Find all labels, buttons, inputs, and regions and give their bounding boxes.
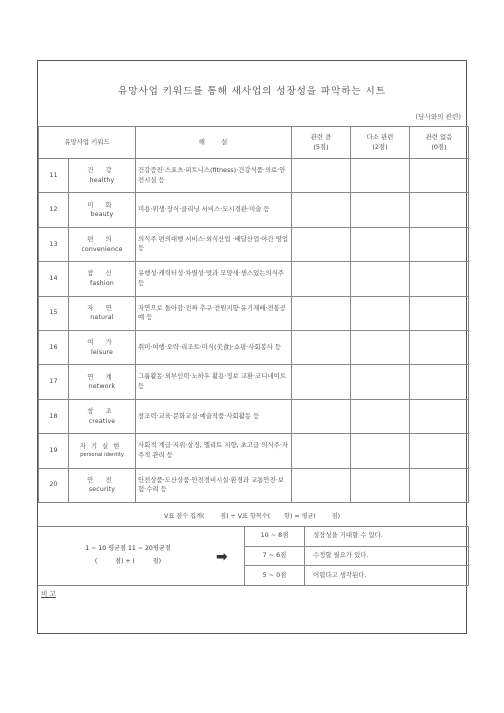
checkbox-related[interactable] (292, 330, 351, 364)
score-meaning: 수정할 필요가 있다. (305, 546, 469, 566)
keyword-english: leisure (90, 348, 113, 356)
table-row (39, 227, 469, 261)
header-keyword: 유망사업 키워드 (39, 127, 136, 159)
checkbox-related[interactable] (292, 227, 351, 261)
score-meaning: 어렵다고 생각된다. (305, 566, 469, 586)
keyword-english: network (88, 383, 116, 391)
keyword-english: natural (90, 314, 114, 322)
table-row (39, 434, 469, 468)
row-number: 12 (39, 193, 69, 227)
keyword-korean: 안 전 (87, 475, 117, 484)
row-description: 건강증진·스포츠·피트니스(fitness)·건강식품·의료·안전시설 등 (136, 159, 292, 193)
checkbox-somewhat[interactable] (351, 262, 410, 296)
keyword-rows (39, 159, 469, 503)
table-row (39, 193, 469, 227)
header-description: 해 설 (136, 127, 292, 159)
checkbox-related[interactable] (292, 296, 351, 330)
checkbox-related[interactable] (292, 399, 351, 433)
header-unrelated (410, 127, 469, 159)
keyword-english: healthy (89, 176, 115, 184)
row-description: 의식주 편의대행 서비스·외식산업 ·배달산업·야간 영업 등 (136, 227, 292, 261)
checkbox-somewhat[interactable] (351, 193, 410, 227)
header-unrelated-label: 관련 없음 (425, 132, 453, 141)
checkbox-related[interactable] (292, 434, 351, 468)
row-keyword (69, 330, 136, 364)
keyword-korean: 창 조 (87, 406, 117, 415)
keyword-english: security (88, 486, 116, 494)
score-table (244, 526, 469, 586)
checkbox-unrelated[interactable] (410, 296, 469, 330)
checkbox-unrelated[interactable] (410, 365, 469, 399)
header-related-points: (5점) (313, 142, 329, 151)
row-number: 13 (39, 227, 69, 261)
keyword-korean: 미 화 (87, 200, 117, 209)
checkbox-related[interactable] (292, 468, 351, 502)
checkbox-somewhat[interactable] (351, 468, 410, 502)
row-number: 19 (39, 434, 69, 468)
checkbox-somewhat[interactable] (351, 365, 410, 399)
score-row (245, 546, 469, 566)
header-unrelated-points: (0점) (431, 142, 447, 151)
row-keyword (69, 159, 136, 193)
table-row (39, 330, 469, 364)
checkbox-somewhat[interactable] (351, 399, 410, 433)
row-keyword (69, 468, 136, 502)
table-row (39, 159, 469, 193)
average-formula-label: 1 ~ 10 평균점 11 ~ 20평균점 (85, 545, 171, 552)
score-meaning: 성장성을 기대할 수 있다. (305, 527, 469, 547)
score-summary: V표 점수 집계( 점) ÷ V표 항목수( 항) = 평균( 점) (163, 513, 340, 520)
sheet-subtitle: (당사와의 관련) (415, 113, 461, 121)
keyword-korean: 참 신 (87, 269, 117, 278)
score-range: 7 ~ 6점 (245, 546, 305, 566)
row-description: 유행성·캐릭터성·차별성·멋과 모양새·센스있는의식주 등 (136, 262, 292, 296)
keyword-english: beauty (90, 211, 114, 219)
keyword-korean: 건 강 (87, 166, 117, 175)
table-row (39, 296, 469, 330)
table-row (39, 262, 469, 296)
remarks-label: 비 고 (41, 590, 56, 598)
checkbox-somewhat[interactable] (351, 330, 410, 364)
keyword-english: fashion (90, 280, 114, 288)
row-description: 사회적 계급·지위·상징, 엘리트 지향, 초고급 의식주·자주적 관리 등 (136, 434, 292, 468)
average-formula-inputs: ( 점) + ( 점) (94, 558, 162, 565)
checkbox-related[interactable] (292, 159, 351, 193)
table-row (39, 468, 469, 502)
sheet-title: 유망사업 키워드를 통해 새사업의 성장성을 파악하는 시트 (118, 86, 386, 97)
keyword-korean: 편 의 (87, 235, 117, 244)
row-number: 18 (39, 399, 69, 433)
row-number: 14 (39, 262, 69, 296)
checkbox-unrelated[interactable] (410, 262, 469, 296)
score-row (245, 527, 469, 547)
checkbox-somewhat[interactable] (351, 227, 410, 261)
divider (38, 585, 466, 586)
keyword-korean: 자기실현 (79, 442, 125, 451)
row-description: 취미·여행·오락·리조트·미식(美食)·쇼핑·사회봉사 등 (136, 330, 292, 364)
row-keyword (69, 434, 136, 468)
keyword-korean: 연 계 (87, 372, 117, 381)
keyword-korean: 여 가 (87, 338, 117, 347)
row-keyword (69, 365, 136, 399)
checkbox-related[interactable] (292, 193, 351, 227)
row-number: 15 (39, 296, 69, 330)
row-keyword (69, 296, 136, 330)
row-number: 17 (39, 365, 69, 399)
row-keyword (69, 193, 136, 227)
score-rows (245, 527, 469, 586)
header-somewhat-label: 다소 관련 (366, 132, 394, 141)
arrow-right-icon: ➡ (216, 549, 228, 565)
checkbox-related[interactable] (292, 365, 351, 399)
keyword-english: convenience (81, 245, 123, 253)
checkbox-unrelated[interactable] (410, 193, 469, 227)
table-row (39, 399, 469, 433)
checkbox-somewhat[interactable] (351, 159, 410, 193)
row-keyword (69, 399, 136, 433)
row-description: 안전상품·도산상품·안전경비시설·환경과 교통안전·보험·수리 등 (136, 468, 292, 502)
evaluation-sheet (37, 60, 467, 634)
header-row (39, 127, 469, 159)
score-row (245, 566, 469, 586)
checkbox-unrelated[interactable] (410, 468, 469, 502)
keyword-english: creative (88, 417, 116, 425)
checkbox-somewhat[interactable] (351, 434, 410, 468)
row-keyword (69, 227, 136, 261)
row-description: 자연으로 돌아감·진짜 추구·전원지향·유기재배·전통공예 등 (136, 296, 292, 330)
checkbox-unrelated[interactable] (410, 227, 469, 261)
checkbox-unrelated[interactable] (410, 399, 469, 433)
header-related (292, 127, 351, 159)
score-range: 10 ~ 8점 (245, 527, 305, 547)
checkbox-somewhat[interactable] (351, 296, 410, 330)
row-description: 창조력·교육·문화교실·예술작품·사회활동 등 (136, 399, 292, 433)
row-number: 16 (39, 330, 69, 364)
keyword-korean: 자 연 (87, 303, 117, 312)
table-row (39, 365, 469, 399)
header-somewhat-points: (2점) (372, 142, 388, 151)
row-number: 20 (39, 468, 69, 502)
score-range: 5 ~ 0점 (245, 566, 305, 586)
row-description: 미용·위생·장식·클리닝 서비스·도시경관·미술 등 (136, 193, 292, 227)
row-description: 그룹활동·외부인력·노하우 활용·정보 교환·코디네이트 등 (136, 365, 292, 399)
keyword-table (38, 126, 469, 503)
header-related-label: 관련 큼 (310, 132, 332, 141)
keyword-english: personal identity (80, 451, 124, 458)
checkbox-unrelated[interactable] (410, 330, 469, 364)
checkbox-unrelated[interactable] (410, 159, 469, 193)
header-somewhat (351, 127, 410, 159)
checkbox-unrelated[interactable] (410, 434, 469, 468)
row-keyword (69, 262, 136, 296)
checkbox-related[interactable] (292, 262, 351, 296)
row-number: 11 (39, 159, 69, 193)
